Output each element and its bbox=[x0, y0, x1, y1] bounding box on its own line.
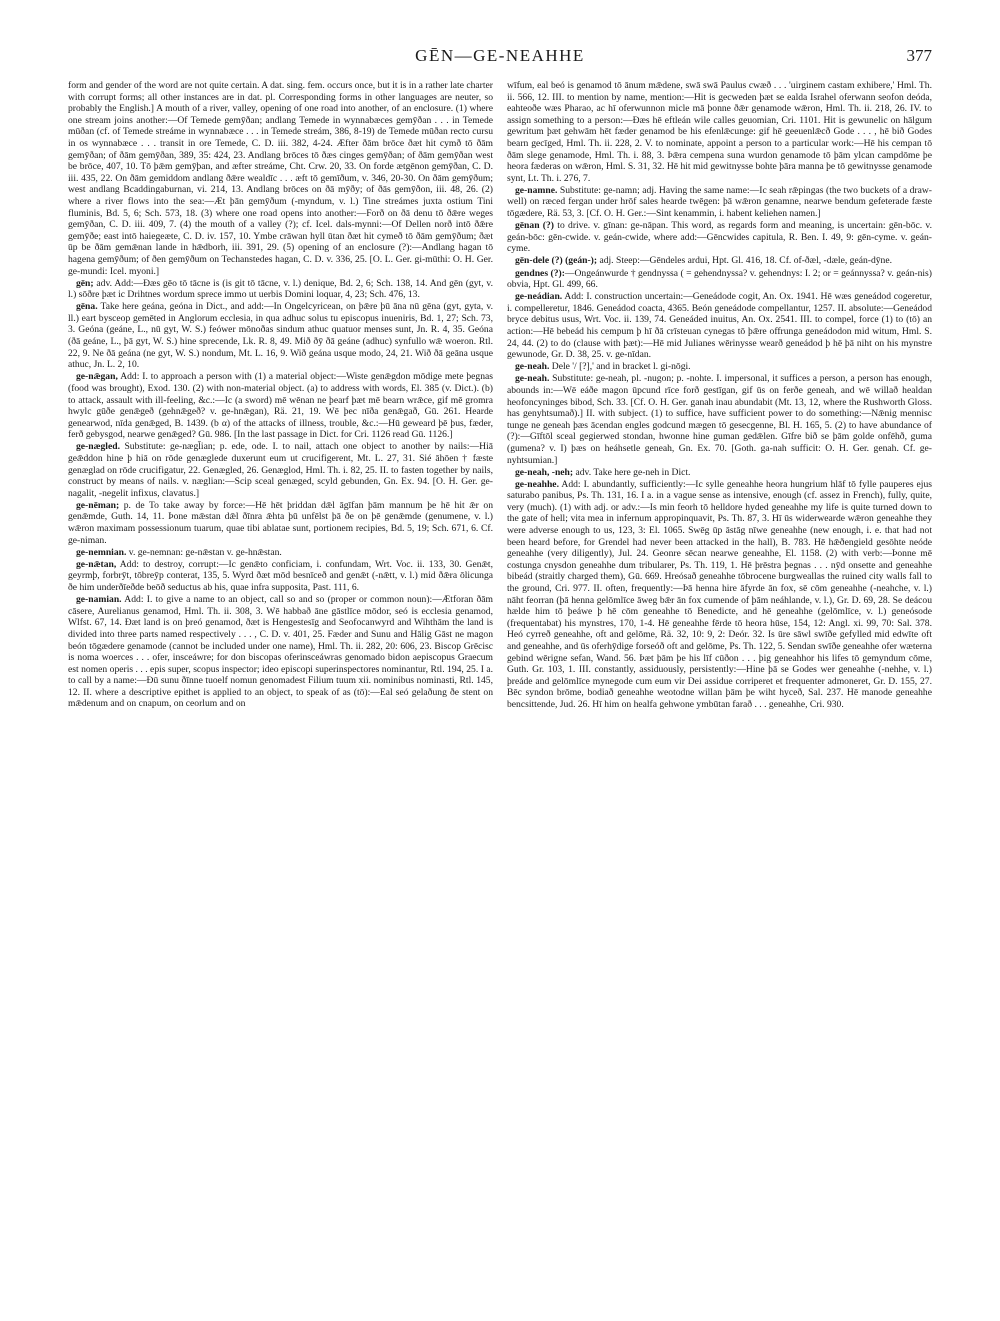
entry-headword: gēn-dele (?) (geán-); bbox=[515, 255, 598, 267]
entry-text: —Ongeánwurde † gendnyssa ( = gehendnyssa? v. gehendnys: I. 2; or = geánnyssa? v. geán-nis) obvia, Hpt. Gl. 499, 66. bbox=[507, 267, 932, 291]
dictionary-entry bbox=[507, 479, 932, 711]
dictionary-entry bbox=[68, 371, 493, 441]
entry-text: wīfum, eal beó is genamod tō ānum mǣdene, swā swā Paulus cwæð . . . 'uirginem castam exhibere,' Hml. Th. ii. 566, 12. III. to mention by name, mention:—Hit is gecweden þæt se ealda Israhel oferwann seofon deóda, eahteoðe wæs Pharao, ac hī oferwunnon micle mā þonne ðǣr genamode wǣron, Hml. Th. ii. 218, 26. IV. to assign something to a person:—Ðæs hē eftleán wile calles geuomian, Cri. 1101. Hit is gewunelic on hālgum gewritum þæt gehwām hēt fæder genamod be his efenlǣcunge: gif hē geeuenlǣcð Gode . . . , hē bið Godes bearn gecīged, Hml. Th. ii. 228, 2. V. to nominate, appoint a person to a particular work:—Hē his cempan tō ðām slege genamode, Hml. Th. i. 88, 3. Þǣra cempena suna wurdon genamode tō þām ylcan campdōme þe heora fæderas on wǣron, Hml. S. 31, 32. Hē hit mid gewitnysse bohte þāra manna þe tō gewitnysse genamode synt, Lt. Th. i. 276, 7. bbox=[507, 80, 932, 184]
entry-text: adv. Add:—Ðæs gēo tō tācne is (is git tō tācne, v. l.) denique, Bd. 2, 6; Sch. 138, 14. And gēn (gyt, v. l.) sōðre þæt ic Drihtnes wordum sprece immo ut uerbis Domini loquar, 4, 23; Sch. 476, 13. bbox=[68, 277, 493, 301]
entry-text: Add: I. to approach a person with (1) a material object:—Wiste genǣgdon mōdige mete þegnas (food was brought), Exod. 130. (2) with non-material object. (a) to address with words, El. 385 (v. Dict.). (b) to attack, assault with ill-feeling, &c.:—Ic (a sword) mē wēnan ne þearf þæt mē bearn wrǣce, gif mē gromra hwylc gūðe genǣgeð (gehnǣgeð? v. ge-hnǣgan), Rä. 21, 19. Wē þec nīða genǣgað, Gū. 261. Hearde genearwod, nīda genǣged, B. 1439. (b α) of the attacks of illness, trouble, &c.:—Hū geweard þē þus, fæder, ferð gebysgod, nearwe genǣged? Gū. 986. [In the last passage in Dict. for Cri. 1126 read Gū. 1126.] bbox=[68, 371, 493, 441]
entry-headword: ge-neádian. bbox=[515, 291, 563, 303]
dictionary-entry bbox=[68, 500, 493, 546]
entry-headword: ge-nægled. bbox=[76, 441, 120, 453]
entry-text: Add: I. to give a name to an object, call so and so (proper or common noun):—Ætforan ðām cāsere, Aurelianus genamod, Hml. Th. ii. 308, 3. Wē habbað āne gāstlīce mōdor, seó is ecclesia genamod, Wlfst. 67, 14. Ðæt land is on þreó genamod, ðæt is Hengestesīg and Seofocanwyrd and Wihthām the land is divided into three parts named respectively . . . , C. D. v. 401, 25. Fæder and Sunu and Hālig Gāst ne magon beón tōgædere genamode (cannot be included under one name), Hml. Th. ii. 282, 20: 606, 23. Biscop Grēcisc is noma woerces . . . ofer, insceáwre; for don biscopas oferinsceáwras genomado bidon aepiscopus Graecum est nomen operis . . . epis super, scopus inspector; ideo episcopi superinspectores nominantur, Rtl. 194, 25. I a. to call by a name:—Ðū sunu ðīnne tuoelf nomun genomadest Filium tuum xii. nominibus nominasti, Rtl. 145, 12. II. where a descriptive epithet is applied to an object, to speak of as (tō):—Eal seó gelaðung ðe stent on mǣdenum and on cnapum, on ceorlum and on bbox=[68, 594, 493, 710]
dictionary-entry bbox=[507, 373, 932, 466]
dictionary-entry bbox=[507, 220, 932, 255]
entry-headword: gēn; bbox=[76, 277, 94, 289]
entry-text: adv. Take here ge-neh in Dict. bbox=[573, 466, 691, 478]
entry-text: Add: I. construction uncertain:—Geneádode cogit, An. Ox. 1941. Hē wæs geneádod cogeretur, i. compelleretur, 1846. Geneádod coacta, 4365. Beón geneádode compellantur, 1257. II. absolute:—Geneádod bryce debitus usus, Wrt. Voc. ii. 139, 74. Geneáded inuitus, An. Ox. 2541. III. to compel, force (1) to (tō) an action:—Hē bebeád his cempum þ hī ðā crīsteuan cynegas tō þǣre offrunga geneádodon mid witum, Hml. S. 24, 44. (2) to do (clause with þæt):—Hē mid Julianes wērinysse wearð geneádod þ hē þā niht on his mynstre gewunode, Gr. D. 38, 25. v. ge-nīdan. bbox=[507, 291, 932, 361]
dictionary-entry bbox=[507, 361, 932, 373]
running-head: GĒN—GE-NEAHHE bbox=[415, 46, 585, 65]
right-column bbox=[507, 80, 932, 1280]
dictionary-entry bbox=[507, 80, 932, 184]
entry-headword: ge-nǣgan, bbox=[76, 371, 118, 383]
dictionary-entry bbox=[68, 559, 493, 594]
dictionary-entry bbox=[68, 441, 493, 499]
entry-text: form and gender of the word are not quite certain. A dat. sing. fem. occurs once, but it is in a rather late charter with corrupt forms; all other instances are in dat. pl. Corresponding forms in other languages are neuter, so probably the English.] A mouth of a river, valley, opening of one road into another, of an enclosure. (1) where one stream joins another:—Of Temede gemȳðan; andlang Temede in wynnabæces gemȳðan . . . in Temede mūðan (cf. of Temede streáme in wynnabæce . . . in Temede streám, 386, 8-19) de Temede mūðan recto cursu in os wynnabæce . . . transit in ore Temede, C. D. iii. 382, 4-24. Æfter ðām brōce ðæt hit cymð tō ðām gemȳðan; of ðām gemȳðan, 389, 35: 424, 23. Andlang brōces tō ðæs cinges gemȳðan; of ðām gemȳðan west be brōce, 407, 10. Tō þǣm gemȳþan, and æfter streáme, Cht. Crw. 20, 33. On forde ætgēnon gemȳðan, C. D. iii. 435, 22. On ðām gemiddom andlang ðǣre wealdīc . . . æft tō gemīðum, v. 346, 20-30. On ðām gemȳðum; west andlang Bcaddingaburnan, vi. 214, 13. Andlang brōces on ðā mȳðy; of ðās gemȳðon, iii. 48, 26. (2) where a river flows into the sea:—Æt þān gemȳðum (-myndum, v. l.) Tine streámes juxta ostium Tini fluminis, Bd. 5, 6; Sch. 573, 18. (3) where one road opens into another:—Forð on ðā denu tō ðǣre weges gemȳðan, C. D. iii. 409, 7. (4) the mouth of a valley (?); cf. Icel. dals-mynni:—Of Dellen norð intō ðǣre gemȳðe; east intō haiegeæte, C. D. iv. 157, 10. Ymbe crāwan hyll ūtan ðæt hit cymeð tō ðām gemȳðum; ðæt ūp be ðām gemǣnan lande in hǣdborh, iii. 391, 29. (5) opening of an enclosure (?):—Andlang hagan tō hagena gemȳðum; of ðen gemȳðum on Techanstedes hagan, C. D. v. 336, 25. [O. L. Ger. gi-mūthi: O. H. Ger. ge-mundi: Icel. myoni.] bbox=[68, 80, 493, 277]
entry-headword: ge-neah, -neh; bbox=[515, 466, 574, 478]
entry-text: Add: to destroy, corrupt:—Ic genǣto conficiam, i. confundam, Wrt. Voc. ii. 133, 30. Genǣt, geyrmþ, forbrȳt, tōbreȳp conterat, 135, 5. Wyrd ðæt mōd besnīceð and genǣt (-nǣtt, v. l.) mid ðǣra ōlicunga ðe him underðīeðde beōð seductus ab his, quae infra supposita, Past. 111, 6. bbox=[68, 558, 493, 594]
dictionary-entry bbox=[507, 291, 932, 361]
dictionary-entry bbox=[68, 594, 493, 710]
dictionary-entry bbox=[507, 255, 932, 267]
entry-text: Substitute: ge-neah, pl. -nugon; p. -nohte. I. impersonal, it suffices a person, a person has enough, abounds in:—Wē eáðe magon ūpcund rīce forð gestīgan, gif ūs on ferðe geneah, and wē willað healdan heofoncyninges bibod, Sch. 33. [Cf. O. H. Ger. ganah inau abundabit (Mt. 13, 12, where the Rushworth Gloss. has genyhtsumað).] II. with subject. (1) to suffice, have sufficient power to do something:—Nǣnig mennisc tunge ne geneah þæs ācendan engles godcund mægen tō gesecgenne, Bl. H. 165, 5. (2) to have abundance of (?):—Gīftōl sceal gegierwed stondan, hwonne hine guman gedǣlen. Gīfre bið se þām golde onfēhð, guma (gumena? v. I) þæs on heáhsetle geneah, Gn. Ex. 70. [Goth. ga-nah sufficit: O. H. Ger. genah. Cf. ge-nyhtsumian.] bbox=[507, 373, 932, 466]
entry-text: to drive. v. gīnan: ge-nāpan. This word, as regards form and meaning, is uncertain: gēn-bōc. v. geán-bōc: gēn-cwide. v. geán-cwide, where add:—Gēncwides capitula, R. Ben. I. 49, 9: gēn-cyme. v. geán-cyme. bbox=[507, 220, 932, 255]
entry-text: Substitute: ge-nægl̄ian; p. ede, ode. I. to nail, attach one object to another by nails:—Hiā geǣddon hine þ hiā on rōde genæglede duxerunt eum ut crucifigerent, Mt. L. 27, 31. Sié āhōen † fæste genæglad on rōde crucifigatur, 22. Genægled, 26. Genæglod, Hml. Th. i. 82, 25. II. to fasten together by nails, construct by means of nails. v. næglian:—Scip sceal genæged, scyld gebunden, Gn. Ex. 94. [O. H. Ger. ge-nagalit, -negelit infixus, clavatus.] bbox=[68, 441, 493, 499]
dictionary-entry bbox=[507, 185, 932, 220]
entry-headword: ge-nǣtan, bbox=[76, 558, 117, 570]
entry-text: Take here geána, geóna in Dict., and add:—In Ongelcyricean, on þǣre þū āna nū gēna (gyt, gyta, v. ll.) eart bysceop gemēted in Anglorum ecclesia, in qua adhuc solus tu episcopus inueniris, Bd. 1, 27; Sch. 73, 3. Geóna (geáne, L., nū gyt, W. S.) feówer mōnoðas sindum athuc quatuor menses sunt, Jn. R. 4, 35. Geóna (ðā geáne, L., þā gyt, W. S.) hine sprecende, Lk. R. 8, 49. Mið ðȳ ðā geáne (adhuc) synfullo wǣ woeron. Rtl. 22, 9. Ne ðā geána (ne gyt, W. S.) nondum, Mt. L. 16, 9. Wið geána usque modo, 24, 21. Wið ðā geāna usque athuc, Jn. L. 2, 10. bbox=[68, 301, 493, 371]
entry-headword: gēna. bbox=[76, 301, 98, 313]
entry-headword: gendnes (?): bbox=[515, 267, 565, 279]
entry-headword: ge-neah. bbox=[515, 361, 550, 373]
dictionary-entry bbox=[68, 301, 493, 371]
entry-text: v. ge-nemnan: ge-nǣstan v. ge-hnǣstan. bbox=[126, 546, 282, 558]
entry-text: Add: I. abundantly, sufficiently:—Ic sylle geneahhe heora hungrium hlāf tō fylle pauperes ejus saturabo panibus, Ps. Th. 131, 16. I a. in a vague sense as intensive, enough (cf. assez in French), fully, quite, very (much). (1) with adj. or adv.:—Is min feorh tō helldore hyded geneahhe my life is quite turned down to the gate of hell; vita mea in infernum appropinquavit, Ps. Th. 87, 3. Hī ūs widerwearde wǣron geneahhe they were adverse enough to us, 123, 3: El. 1065. Swēg ūp āstāg nīwe geneahhe (new enough, i. e. that had not been heard before, for Grendel had never been attacked in the hall), B. 783. Hē hǣðengield gesōhte neóde geneahhe (very diligently), Jul. 24. Geonre sēcan nearwe geneahhe, El. 1158. (2) with verb:—Þonne mē costunga cnysdon geneahhe dum tribularer, Ps. Th. 119, 1. Hē þrēstra þegnas . . . nȳd onsette and geneahhe bibeád (straitly charged them), Gū. 669. Hreósað geneahhe tōbrocene burgweallas the ruined city walls fall to the ground, Cri. 977. II. often, frequently:—Þā henna hire āfyrde ān fox, sē cōm geneahhe (-neahche, v. l.) nāht feorran (þā henna gelōmlīce āweg bǣr ān fox cumende of þām neáhlande, v. l.), Gr. D. 69, 28. Se deácou hælde him tō þeáwe þ hē cōm geneahhe tō Benedicte, and hē geneahhe (gelōmlīce, v. l.) geneósode (frequentabat) his mynstres, 170, 1-4. Hē geneahhe fērde tō heora hūse, 154, 12: Angl. xi. 99, 70: Sal. 378. Heó cyrreð geneahhe, oft and gelōme, Rä. 32, 10: 9, 2: Deór. 32. Is ūre sāwl swīðe gefylled mid edwīte oft and geneahhe, and ūs oferhȳdige forseóð oft and gelōme, Ps. Th. 122, 5. Sendan swīðe geneahhe ofer wæterna gebind wērigne sefan, Wand. 56. Þæt þām þe his līf cūðon . . . þig geneahhor his lifes tō gemyndum cōme, Guth. Gr. 103, 1. III. constantly, assiduously, persistently:—Hine þā se Godes wer geneahhe (-nehhe, v. l.) þreáde and gelōmlīce mynegode cum eum vir Dei assidue corriperet et frequenter admoneret, Gr. D. 155, 27. Bēc syndon brōme, bodiað geneahhe weotodne willan þām þe wiht hyceð, Sal. 237. Hē manode geneahhe bencsittende, Jud. 26. Hī him on healfa gehwone ymbūtan farað . . . geneahhe, Cri. 930. bbox=[507, 478, 932, 710]
entry-text: Substitute: ge-namn; adj. Having the same name:—Ic seah rǣpingas (the two buckets of a draw-well) on ræced fergan under hrōf sales hearde twēgen: þā wǣron genamne, nearwe bendum gefeterade fæste tōgædere, Rä. 53, 3. [Cf. O. H. Ger.:—Sint kenammin, i. habent keliehen namen.] bbox=[507, 184, 932, 220]
dictionary-entry bbox=[68, 80, 493, 277]
page-header bbox=[68, 46, 932, 74]
entry-headword: gēnan (?) bbox=[515, 220, 554, 232]
dictionary-entry bbox=[68, 547, 493, 559]
entry-headword: ge-neah. bbox=[515, 373, 550, 385]
entry-text: adj. Steep:—Gēndeles ardui, Hpt. Gl. 416, 18. Cf. of-ðæl, -dæle, geán-dȳne. bbox=[597, 255, 893, 267]
entry-headword: ge-nēman; bbox=[76, 499, 120, 511]
entry-text: p. de To take away by force:—Hē hēt þriddan dǣl āgīfan þām mannum þe hē hit ǣr on genǣmde, Guth. 14, 11. Þone mǣstan dǣl ðīnra ǣhta þū unfēlst þā ðe on þē genǣmde (genumene, v. l.) wǣron maximam possessionum tuarum, quae tibi ablatae sunt, portionem recipies, Bd. 5, 19; Sch. 671, 6. Cf. ge-niman. bbox=[68, 499, 493, 546]
entry-headword: ge-namian. bbox=[76, 594, 122, 606]
dictionary-entry bbox=[507, 268, 932, 291]
entry-headword: ge-neahhe. bbox=[515, 478, 559, 490]
entry-text: Dele '/ [?],' and in bracket l. gi-nōgi. bbox=[549, 361, 691, 373]
entry-headword: ge-nemnian. bbox=[76, 546, 127, 558]
entry-headword: ge-namne. bbox=[515, 184, 558, 196]
dictionary-entry bbox=[507, 467, 932, 479]
dictionary-entry bbox=[68, 278, 493, 301]
page-number: 377 bbox=[906, 46, 932, 65]
left-column bbox=[68, 80, 493, 1280]
